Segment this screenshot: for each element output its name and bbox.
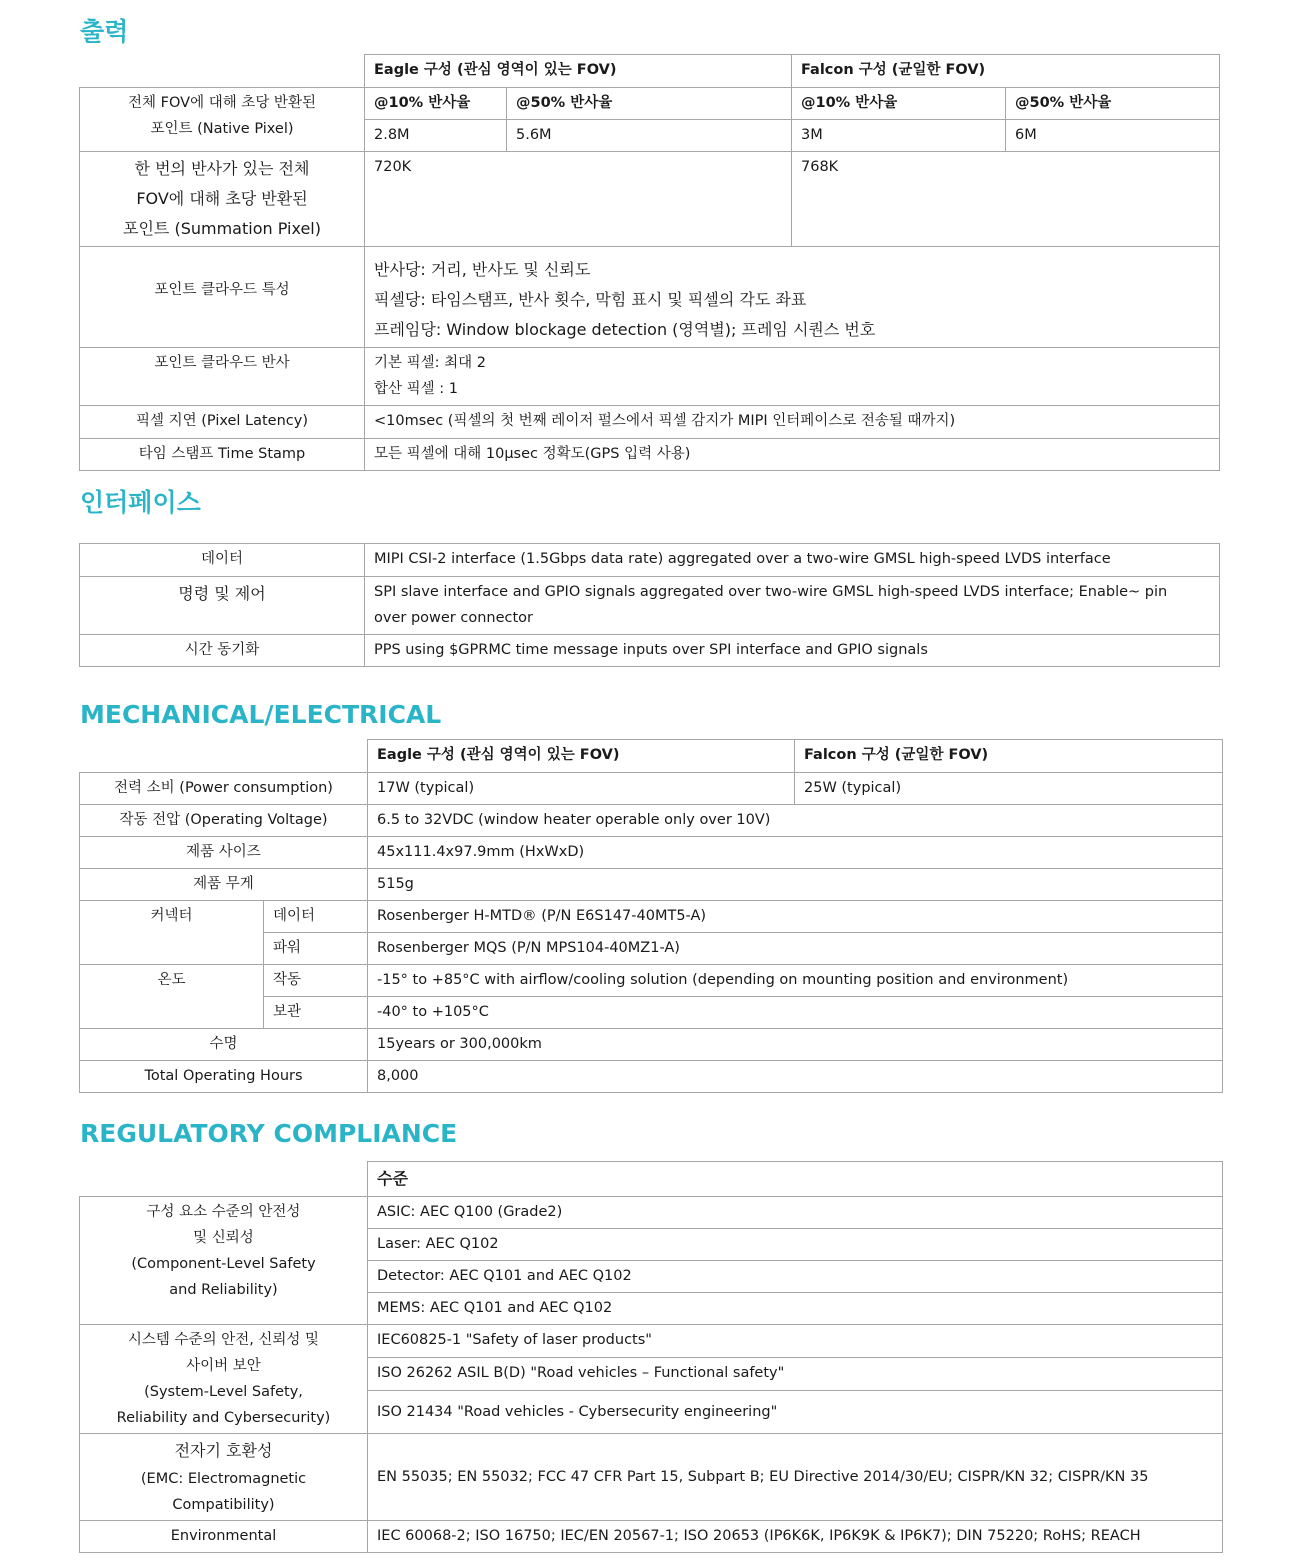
lifetime-label: 수명 <box>80 1029 368 1061</box>
mech-eagle-header: Eagle 구성 (관심 영역이 있는 FOV) <box>368 740 795 773</box>
native-pixel-label: 전체 FOV에 대해 초당 반환된 포인트 (Native Pixel) <box>80 88 365 152</box>
summation-eagle-value: 720K <box>365 152 792 247</box>
section-title-regulatory: REGULATORY COMPLIANCE <box>80 1119 458 1148</box>
connector-data-label: 데이터 <box>264 901 368 933</box>
pixel-latency-value: <10msec (픽셀의 첫 번째 레이저 펄스에서 픽셀 감지가 MIPI 인터페이스로 전송될 때까지) <box>365 406 1220 439</box>
product-size-value: 45x111.4x97.9mm (HxWxD) <box>368 837 1223 869</box>
connector-label: 커넥터 <box>80 901 264 965</box>
falcon-50-value: 6M <box>1006 120 1220 152</box>
emc-value: EN 55035; EN 55032; FCC 47 CFR Part 15, Subpart B; EU Directive 2014/30/EU; CISPR/KN 32; CISPR/KN 35 <box>368 1434 1223 1521</box>
lifetime-value: 15years or 300,000km <box>368 1029 1223 1061</box>
pointcloud-returns-label: 포인트 클라우드 반사 <box>80 348 365 406</box>
falcon-10-header: @10% 반사율 <box>792 88 1006 120</box>
operating-voltage-label: 작동 전압 (Operating Voltage) <box>80 805 368 837</box>
temperature-label: 온도 <box>80 965 264 1029</box>
system-iec60825-value: IEC60825-1 "Safety of laser products" <box>368 1325 1223 1358</box>
mechanical-table <box>79 739 1223 1093</box>
interface-timesync-value: PPS using $GPRMC time message inputs over SPI interface and GPIO signals <box>365 635 1220 667</box>
temperature-operating-value: -15° to +85°C with airflow/cooling solution (depending on mounting position and environment) <box>368 965 1223 997</box>
summation-falcon-value: 768K <box>792 152 1220 247</box>
eagle-config-header: Eagle 구성 (관심 영역이 있는 FOV) <box>365 55 792 88</box>
falcon-config-header: Falcon 구성 (균일한 FOV) <box>792 55 1220 88</box>
temperature-storage-value: -40° to +105°C <box>368 997 1223 1029</box>
timestamp-value: 모든 픽셀에 대해 10µsec 정확도(GPS 입력 사용) <box>365 439 1220 471</box>
operating-voltage-value: 6.5 to 32VDC (window heater operable only over 10V) <box>368 805 1223 837</box>
power-eagle-value: 17W (typical) <box>368 773 795 805</box>
temperature-storage-label: 보관 <box>264 997 368 1029</box>
component-detector-value: Detector: AEC Q101 and AEC Q102 <box>368 1261 1223 1293</box>
regulatory-level-header: 수준 <box>368 1162 1223 1197</box>
product-size-label: 제품 사이즈 <box>80 837 368 869</box>
product-weight-value: 515g <box>368 869 1223 901</box>
environmental-label: Environmental <box>80 1521 368 1553</box>
connector-data-value: Rosenberger H-MTD® (P/N E6S147-40MT5-A) <box>368 901 1223 933</box>
component-laser-value: Laser: AEC Q102 <box>368 1229 1223 1261</box>
falcon-10-value: 3M <box>792 120 1006 152</box>
eagle-50-header: @50% 반사율 <box>507 88 792 120</box>
summation-pixel-label: 한 번의 반사가 있는 전체 FOV에 대해 초당 반환된 포인트 (Summation Pixel) <box>80 152 365 247</box>
power-falcon-value: 25W (typical) <box>795 773 1223 805</box>
falcon-50-header: @50% 반사율 <box>1006 88 1220 120</box>
product-weight-label: 제품 무게 <box>80 869 368 901</box>
eagle-50-value: 5.6M <box>507 120 792 152</box>
pixel-latency-label: 픽셀 지연 (Pixel Latency) <box>80 406 365 439</box>
timestamp-label: 타임 스탬프 Time Stamp <box>80 439 365 471</box>
interface-table <box>79 543 1220 667</box>
interface-command-value: SPI slave interface and GPIO signals aggregated over two-wire GMSL high-speed LVDS interface; Enable~ pin over power connector <box>365 577 1220 635</box>
operating-hours-value: 8,000 <box>368 1061 1223 1093</box>
mech-falcon-header: Falcon 구성 (균일한 FOV) <box>795 740 1223 773</box>
system-level-label: 시스템 수준의 안전, 신뢰성 및 사이버 보안 (System-Level Safety, Reliability and Cybersecurity) <box>80 1325 368 1434</box>
pointcloud-features-value: 반사당: 거리, 반사도 및 신뢰도 픽셀당: 타임스탬프, 반사 횟수, 막힘 표시 및 픽셀의 각도 좌표 프레임당: Window blockage detection (영역별); 프레임 시퀀스 번호 <box>365 247 1220 348</box>
component-mems-value: MEMS: AEC Q101 and AEC Q102 <box>368 1293 1223 1325</box>
component-asic-value: ASIC: AEC Q100 (Grade2) <box>368 1197 1223 1229</box>
connector-power-label: 파워 <box>264 933 368 965</box>
output-table <box>79 54 1220 471</box>
interface-command-label: 명령 및 제어 <box>80 577 365 635</box>
environmental-value: IEC 60068-2; ISO 16750; IEC/EN 20567-1; ISO 20653 (IP6K6K, IP6K9K & IP6K7); DIN 75220; RoHS; REACH <box>368 1521 1223 1553</box>
section-title-output: 출력 <box>80 17 129 46</box>
emc-label: 전자기 호환성 (EMC: Electromagnetic Compatibility) <box>80 1434 368 1521</box>
operating-hours-label: Total Operating Hours <box>80 1061 368 1093</box>
power-consumption-label: 전력 소비 (Power consumption) <box>80 773 368 805</box>
pointcloud-returns-value: 기본 픽셀: 최대 2 합산 픽셀 : 1 <box>365 348 1220 406</box>
interface-timesync-label: 시간 동기화 <box>80 635 365 667</box>
section-title-interface: 인터페이스 <box>80 488 201 517</box>
eagle-10-value: 2.8M <box>365 120 507 152</box>
system-iso26262-value: ISO 26262 ASIL B(D) "Road vehicles – Functional safety" <box>368 1358 1223 1391</box>
component-level-label: 구성 요소 수준의 안전성 및 신뢰성 (Component-Level Safety and Reliability) <box>80 1197 368 1325</box>
connector-power-value: Rosenberger MQS (P/N MPS104-40MZ1-A) <box>368 933 1223 965</box>
system-iso21434-value: ISO 21434 "Road vehicles - Cybersecurity engineering" <box>368 1391 1223 1434</box>
interface-data-value: MIPI CSI-2 interface (1.5Gbps data rate) aggregated over a two-wire GMSL high-speed LVDS interface <box>365 544 1220 577</box>
section-title-mechanical: MECHANICAL/ELECTRICAL <box>80 700 442 729</box>
eagle-10-header: @10% 반사율 <box>365 88 507 120</box>
pointcloud-features-label: 포인트 클라우드 특성 <box>80 247 365 348</box>
interface-data-label: 데이터 <box>80 544 365 577</box>
temperature-operating-label: 작동 <box>264 965 368 997</box>
regulatory-table <box>79 1161 1223 1553</box>
